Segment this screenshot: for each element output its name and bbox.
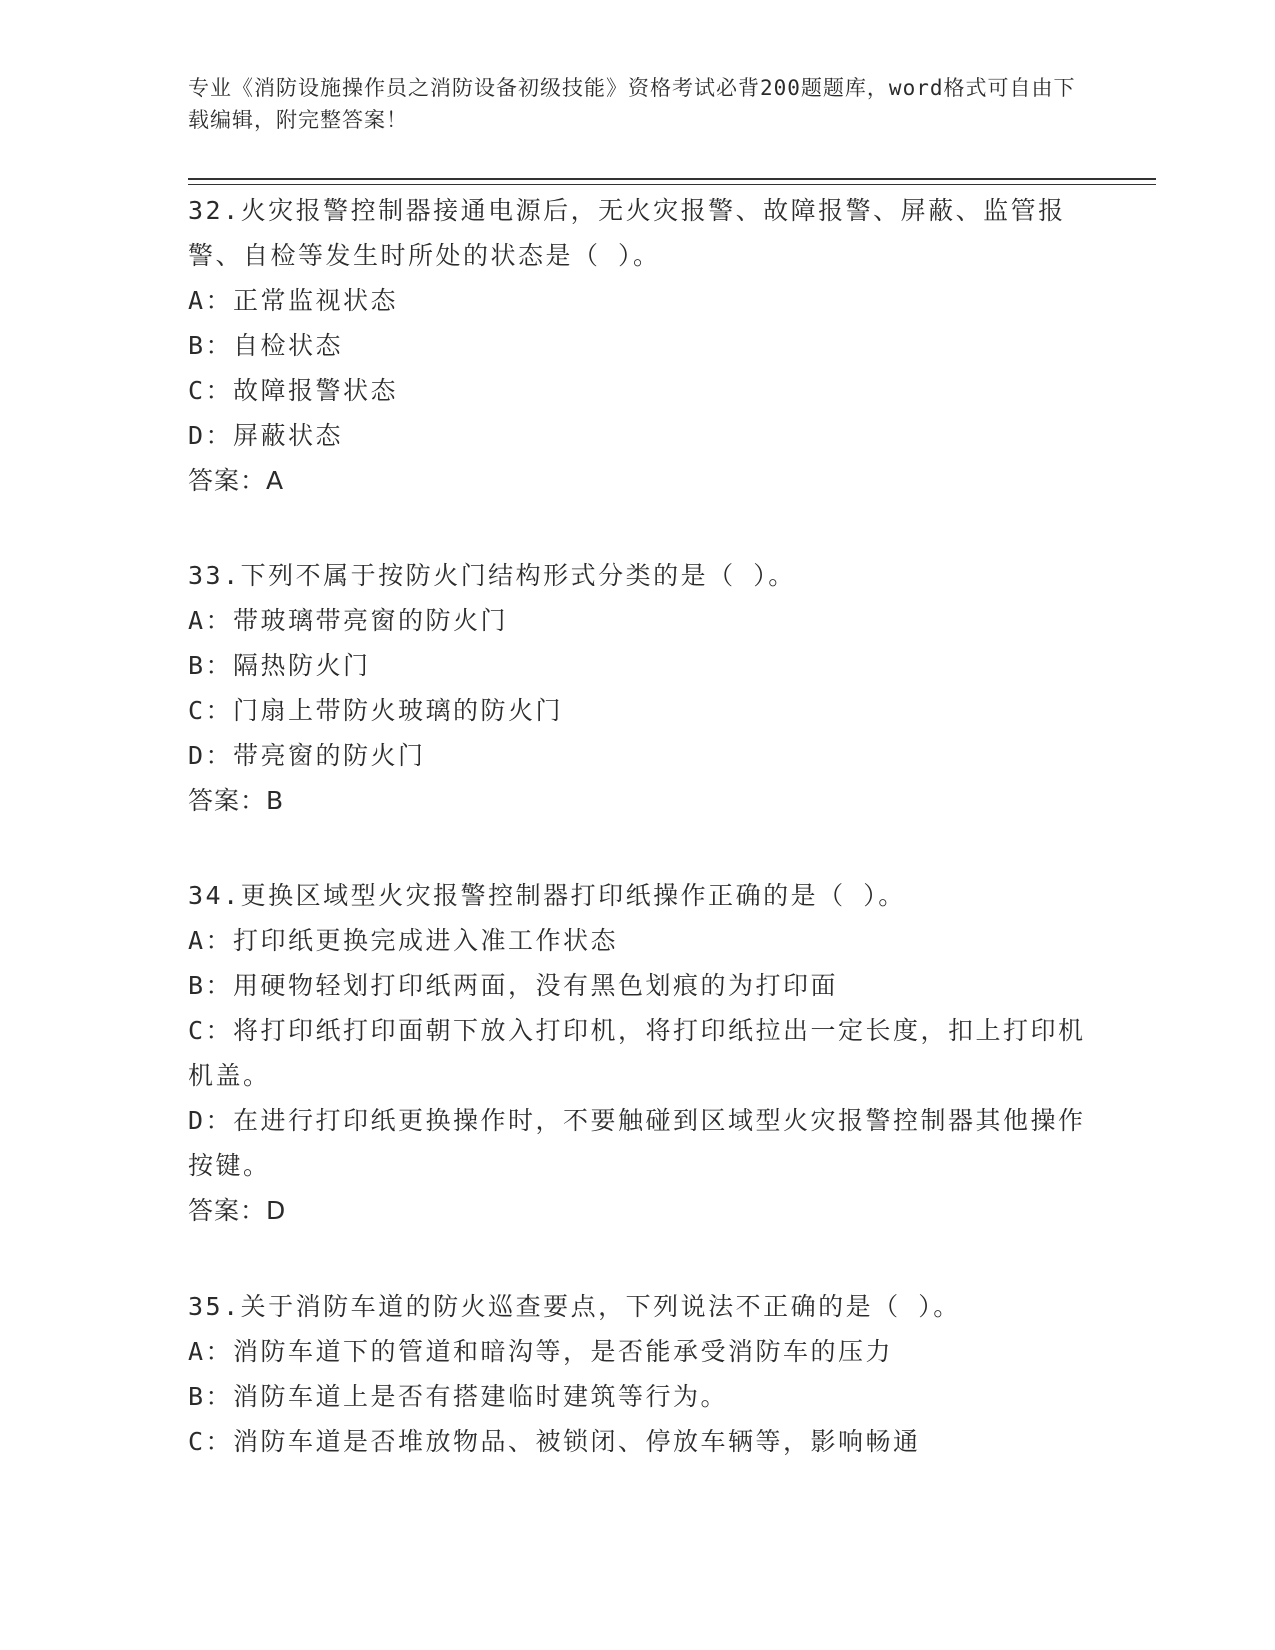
- document-header: [188, 72, 1088, 136]
- option-b: B：消防车道上是否有搭建临时建筑等行为。: [188, 1382, 729, 1411]
- option-c: C：门扇上带防火玻璃的防火门: [188, 696, 564, 725]
- header-text: 专业《消防设施操作员之消防设备初级技能》资格考试必背200题题库，word格式可自由下载编辑，附完整答案！: [188, 76, 1076, 132]
- question-stem: 33.下列不属于按防火门结构形式分类的是（ ）。: [188, 561, 796, 590]
- header-divider-thin: [188, 184, 1156, 185]
- option-c: C：将打印纸打印面朝下放入打印机，将打印纸拉出一定长度，扣上打印机机盖。: [188, 1016, 1086, 1090]
- option-a: A：消防车道下的管道和暗沟等，是否能承受消防车的压力: [188, 1337, 894, 1366]
- option-b: B：隔热防火门: [188, 651, 371, 680]
- option-a: A：带玻璃带亮窗的防火门: [188, 606, 509, 635]
- option-a: A：打印纸更换完成进入准工作状态: [188, 926, 619, 955]
- option-a: A：正常监视状态: [188, 286, 399, 315]
- header-divider-thick: [188, 178, 1156, 180]
- option-d: D：带亮窗的防火门: [188, 741, 426, 770]
- question-35: [188, 1284, 1088, 1464]
- question-34: [188, 873, 1088, 1233]
- answer-line: 答案：B: [188, 786, 285, 815]
- answer-line: 答案：A: [188, 466, 285, 495]
- question-32: [188, 188, 1088, 503]
- option-c: C：故障报警状态: [188, 376, 399, 405]
- question-stem: 35.关于消防车道的防火巡查要点，下列说法不正确的是（ ）。: [188, 1292, 961, 1321]
- option-b: B：自检状态: [188, 331, 344, 360]
- question-stem: 32.火灾报警控制器接通电源后，无火灾报警、故障报警、屏蔽、监管报警、自检等发生时所处的状态是（ ）。: [188, 196, 1066, 270]
- option-d: D：在进行打印纸更换操作时，不要触碰到区域型火灾报警控制器其他操作按键。: [188, 1106, 1086, 1180]
- question-33: [188, 553, 1088, 823]
- question-stem: 34.更换区域型火灾报警控制器打印纸操作正确的是（ ）。: [188, 881, 906, 910]
- answer-line: 答案：D: [188, 1196, 287, 1225]
- option-b: B：用硬物轻划打印纸两面，没有黑色划痕的为打印面: [188, 971, 839, 1000]
- option-d: D：屏蔽状态: [188, 421, 344, 450]
- option-c: C：消防车道是否堆放物品、被锁闭、停放车辆等，影响畅通: [188, 1427, 921, 1456]
